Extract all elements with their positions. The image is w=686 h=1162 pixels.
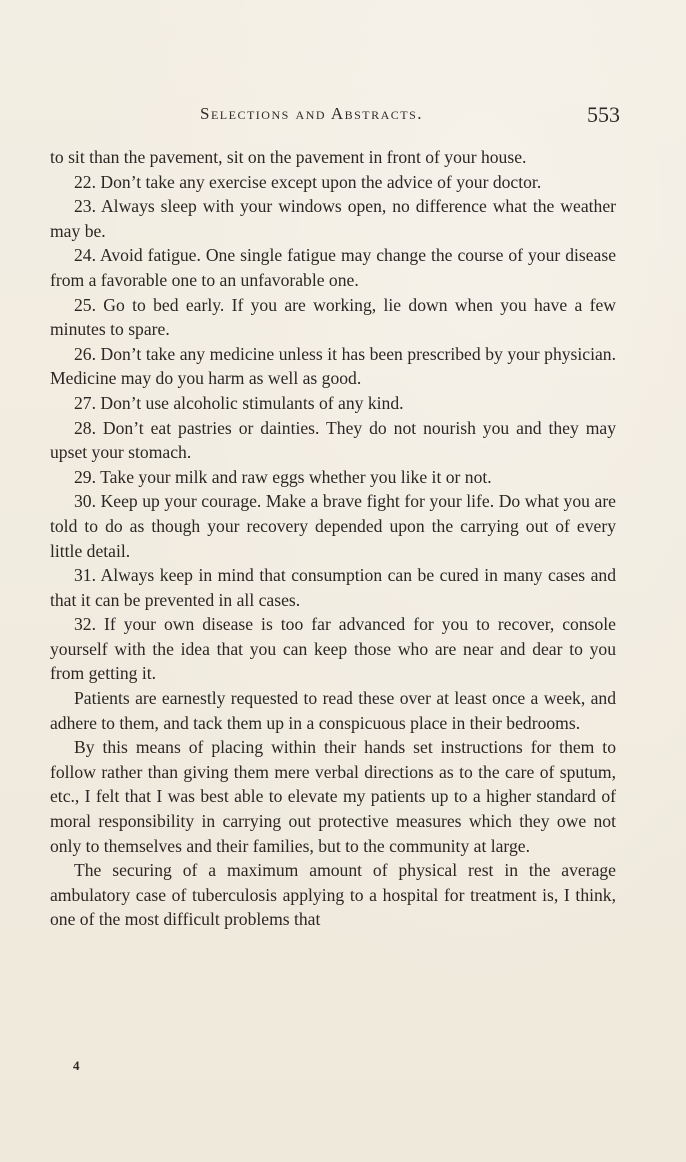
page-number: 553 bbox=[587, 102, 620, 127]
page-header bbox=[50, 104, 620, 132]
body-text bbox=[50, 145, 616, 932]
paragraph-continuation: to sit than the pavement, sit on the pavement in front of your house. bbox=[50, 147, 527, 167]
rule-30: 30. Keep up your courage. Make a brave fight for your life. Do what you are told to do as though your recovery depended upon the carrying out of every little detail. bbox=[50, 491, 616, 561]
signature-mark: 4 bbox=[73, 1058, 80, 1073]
paragraph-instructions: By this means of placing within their hands set instructions for them to follow rather than giving them mere verbal directions as to the care of sputum, etc., I felt that I was best able to elevate my patients up to a higher standard of moral responsibility in carrying out protective measures which they owe not only to themselves and their families, but to the community at large. bbox=[50, 737, 616, 856]
rule-23: 23. Always sleep with your windows open, no difference what the weather may be. bbox=[50, 196, 616, 241]
rule-24: 24. Avoid fatigue. One single fatigue may change the course of your disease from a favorable one to an unfavorable one. bbox=[50, 245, 616, 290]
rule-27: 27. Don’t use alcoholic stimulants of any kind. bbox=[74, 392, 404, 413]
rule-32: 32. If your own disease is too far advanced for you to recover, console yourself with the idea that you can keep those who are near and dear to you from getting it. bbox=[50, 614, 616, 684]
rule-25: 25. Go to bed early. If you are working, lie down when you have a few minutes to spare. bbox=[50, 294, 616, 340]
rule-31: 31. Always keep in mind that consumption can be cured in many cases and that it can be prevented in all cases. bbox=[50, 565, 616, 610]
running-head: Selections and Abstracts. bbox=[200, 104, 424, 123]
paragraph-patients: Patients are earnestly requested to read these over at least once a week, and adhere to them, and tack them up in a conspicuous place in their bedrooms. bbox=[50, 688, 616, 733]
rule-22: 22. Don’t take any exercise except upon the advice of your doctor. bbox=[74, 171, 542, 192]
paragraph-physical-rest: The securing of a maximum amount of physical rest in the average ambulatory case of tuberculosis applying to a hospital for treatment is, I think, one of the most difficult problems that bbox=[50, 860, 616, 930]
rule-28: 28. Don’t eat pastries or dainties. They do not nourish you and they may upset your stomach. bbox=[50, 417, 616, 463]
rule-29: 29. Take your milk and raw eggs whether you like it or not. bbox=[74, 466, 492, 487]
rule-26: 26. Don’t take any medicine unless it has been prescribed by your physician. Medicine may do you harm as well as good. bbox=[50, 343, 616, 389]
